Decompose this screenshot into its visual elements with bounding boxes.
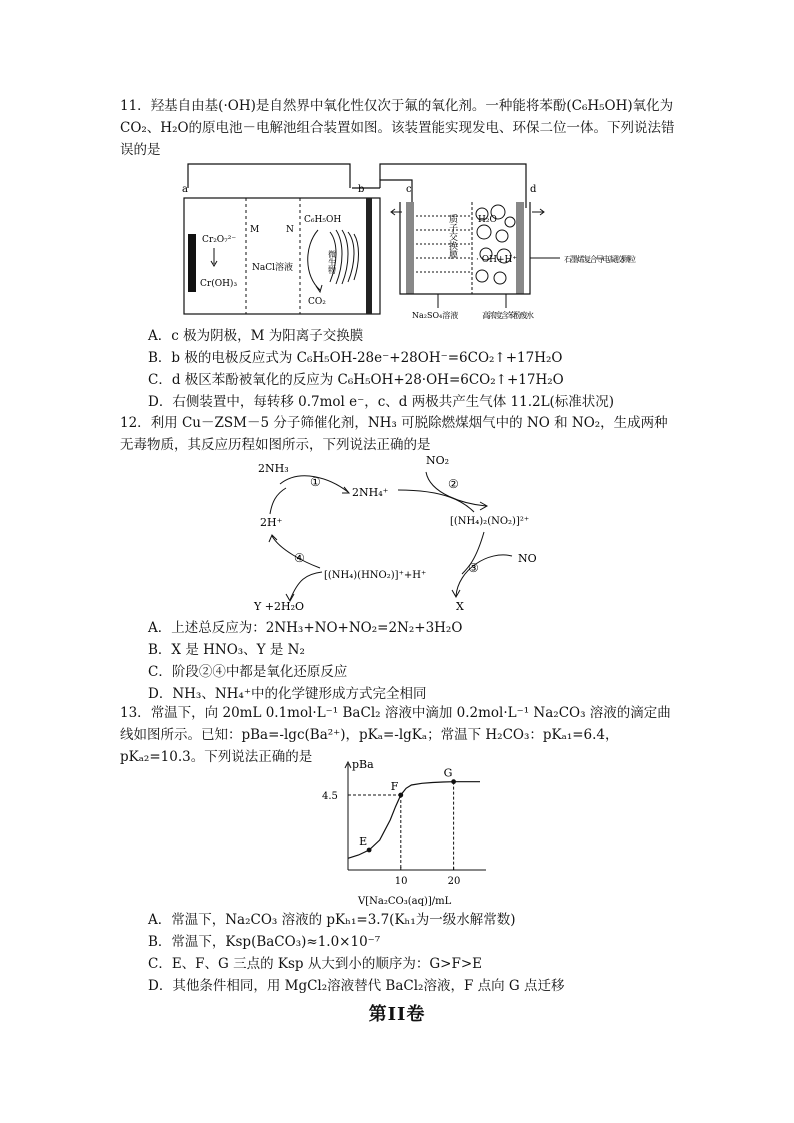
nacl-label: NaCl溶液	[252, 263, 294, 273]
point-f	[398, 793, 403, 798]
step-3-label: ③	[468, 561, 479, 575]
co2-label: CO₂	[308, 297, 326, 307]
q11-option-a: A．c 极为阴极，M 为阳离子交换膜	[148, 328, 364, 344]
step-2-label: ②	[448, 477, 459, 491]
x-axis-label: V[Na₂CO₃(aq)]/mL	[358, 896, 452, 907]
waste-water-label: 高浓度含苯酚废水	[482, 311, 534, 320]
q13-option-c: C．E、F、G 三点的 Ksp 从大到小的顺序为：G>F>E	[148, 956, 482, 972]
question-stem: 利用 Cu－ZSM－5 分子筛催化剂，NH₃ 可脱除燃煤烟气中的 NO 和 NO₂，生成两种无毒物质，其反应历程如图所示，下列说法正确的是	[120, 415, 668, 453]
q12-option-d: D．NH₃、NH₄⁺中的化学键形成方式完全相同	[148, 686, 427, 702]
point-label-e: E	[359, 835, 368, 848]
phenol-label: C₆H₅OH	[304, 215, 342, 225]
membrane-n-label: N	[286, 225, 294, 235]
y-tick-label: 4.5	[322, 791, 338, 802]
nh4-label: 2NH₄⁺	[352, 486, 389, 499]
question-number: 12．	[120, 415, 151, 431]
titration-curve	[348, 782, 480, 859]
reaction-cycle-diagram	[250, 450, 570, 618]
x-tick-label: 10	[394, 876, 408, 887]
q11-option-d: D．右侧装置中，每转移 0.7mol e⁻，c、d 两极共产生气体 11.2L(标准状况)	[148, 394, 615, 410]
y-axis-label: pBa	[352, 758, 374, 771]
q12-option-b: B．X 是 HNO₃、Y 是 N₂	[148, 642, 305, 658]
q13-option-d: D．其他条件相同，用 MgCl₂溶液替代 BaCl₂溶液，F 点向 G 点迁移	[148, 978, 565, 994]
q13-option-a: A．常温下，Na₂CO₃ 溶液的 pKₕ₁=3.7(Kₕ₁为一级水解常数)	[148, 912, 516, 928]
label-a: a	[182, 184, 188, 195]
croh3-label: Cr(OH)₃	[200, 279, 238, 289]
complex1-label: [(NH₄)₂(NO₂)]²⁺	[450, 516, 530, 527]
step-1-label: ①	[310, 475, 321, 489]
no-label: NO	[518, 552, 537, 565]
question-stem: 常温下，向 20mL 0.1mol·L⁻¹ BaCl₂ 溶液中滴加 0.2mol·L⁻¹ Na₂CO₃ 溶液的滴定曲线如图所示。已知：pBa=-lgc(Ba²⁺)，pKₐ=-lgKₐ；常温下 H₂CO₃：pKₐ₁=6.4，pKₐ₂=10.3。下列说法正确的是	[120, 705, 671, 765]
proton-membrane-label: 质子交换膜	[447, 214, 457, 259]
q12-option-a: A．上述总反应为：2NH₃+NO+NO₂=2N₂+3H₂O	[148, 620, 463, 636]
point-e	[367, 848, 372, 853]
question-stem: 羟基自由基(·OH)是自然界中氧化性仅次于氟的氧化剂。一种能将苯酚(C₆H₅OH)氧化为CO₂、H₂O的原电池－电解池组合装置如图。该装置能实现发电、环保二位一体。下列说法错误的是	[120, 98, 675, 158]
cr2o7-label: Cr₂O₇²⁻	[202, 235, 237, 245]
question-11	[120, 95, 680, 161]
label-d: d	[530, 184, 537, 195]
x-tick-label: 20	[447, 876, 461, 887]
x-label: X	[456, 600, 464, 613]
q12-option-c: C．阶段②④中都是氧化还原反应	[148, 664, 348, 680]
nh3-label: 2NH₃	[258, 462, 289, 475]
graphene-label: 石墨烯复合导电凝胶颗粒	[564, 255, 636, 264]
question-number: 11．	[120, 98, 151, 114]
q11-option-b: B．b 极的电极反应式为 C₆H₅OH-28e⁻+28OH⁻=6CO₂↑+17H₂O	[148, 350, 563, 366]
h2o-label: H₂O	[478, 215, 497, 225]
step-4-label: ④	[294, 551, 305, 565]
no2-label: NO₂	[426, 454, 450, 467]
na2so4-label: Na₂SO₄溶液	[412, 311, 459, 320]
label-c: c	[406, 184, 412, 195]
q11-option-c: C．d 极区苯酚被氧化的反应为 C₆H₅OH+28·OH=6CO₂↑+17H₂O	[148, 372, 564, 388]
point-g	[451, 779, 456, 784]
cell-diagram	[180, 158, 640, 320]
question-number: 13．	[120, 705, 151, 721]
point-label-f: F	[390, 780, 399, 793]
membrane-m-label: M	[250, 225, 260, 235]
oh-h-label: · OH+H⁺	[476, 255, 518, 265]
section-title: 第II卷	[368, 1004, 426, 1025]
point-label-g: G	[443, 766, 453, 780]
titration-chart	[310, 758, 490, 908]
q13-option-b: B．常温下，Ksp(BaCO₃)≈1.0×10⁻⁷	[148, 934, 381, 950]
h-plus-label: 2H⁺	[260, 516, 283, 529]
y-label: Y +2H₂O	[254, 600, 304, 613]
complex2-label: [(NH₄)(HNO₂)]⁺+H⁺	[324, 570, 427, 581]
microbe-label: 微生物	[327, 250, 337, 274]
label-b: b	[358, 184, 365, 195]
